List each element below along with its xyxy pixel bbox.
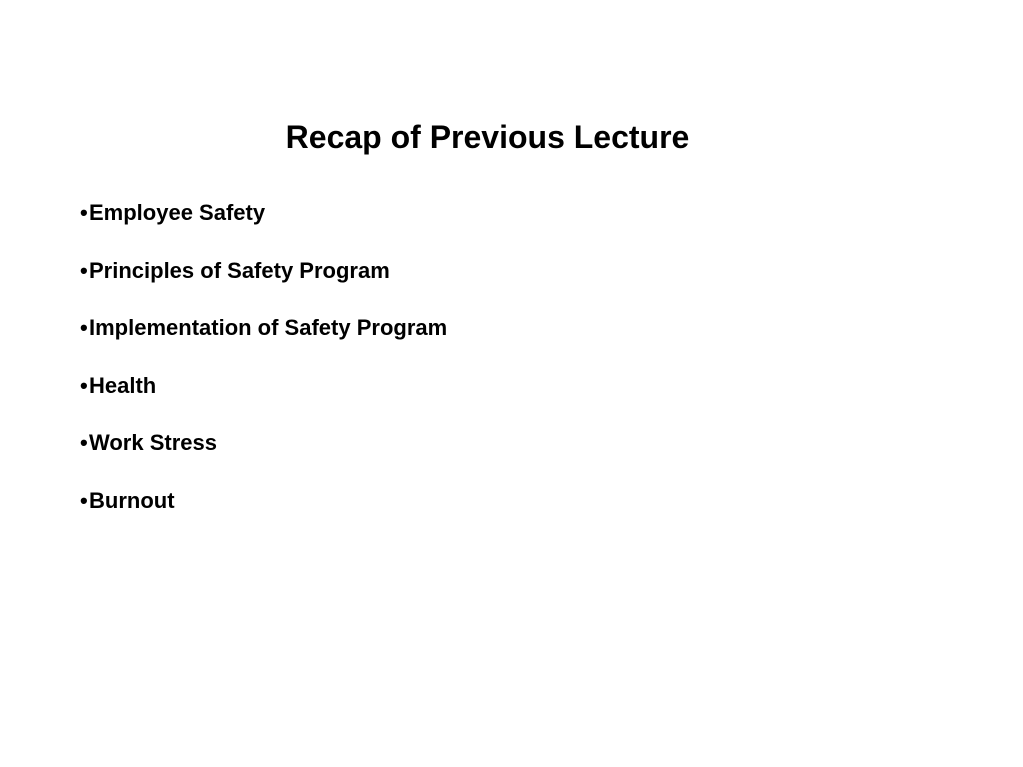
list-item xyxy=(80,313,447,371)
list-item-text: Implementation of Safety Program xyxy=(89,315,448,340)
list-item-text: Burnout xyxy=(89,487,175,513)
bullet-icon: • xyxy=(80,200,88,225)
list-item xyxy=(80,256,447,314)
bullet-icon: • xyxy=(80,430,88,455)
list-item xyxy=(80,371,447,429)
list-item-text: Employee Safety xyxy=(89,200,266,225)
bullet-icon: • xyxy=(80,487,88,513)
bullet-icon: • xyxy=(80,315,88,340)
list-item xyxy=(80,428,447,486)
list-item xyxy=(80,198,447,256)
bullet-icon: • xyxy=(80,257,88,283)
list-item-text: Principles of Safety Program xyxy=(89,257,390,283)
list-item-text: Work Stress xyxy=(89,430,217,455)
bullet-icon: • xyxy=(80,372,88,398)
bullet-list xyxy=(80,198,447,543)
slide-title: Recap of Previous Lecture xyxy=(285,119,690,155)
list-item xyxy=(80,486,447,544)
list-item-text: Health xyxy=(89,372,157,398)
